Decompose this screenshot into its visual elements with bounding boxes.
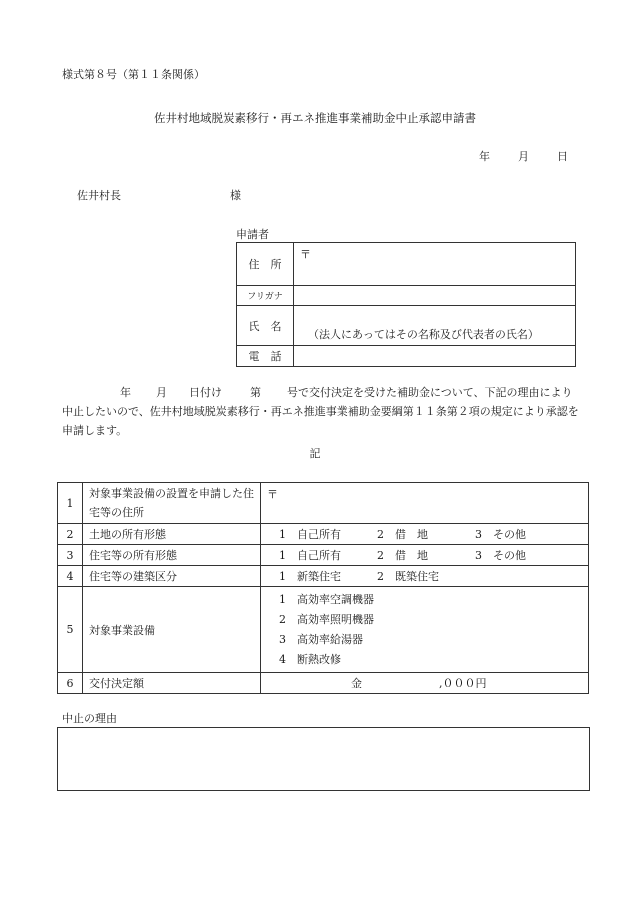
option[interactable]: 1 自己所有	[279, 549, 341, 562]
option[interactable]: 4 断熱改修	[279, 652, 341, 666]
row-number: 2	[58, 524, 83, 545]
grant-amount-field[interactable]	[261, 673, 589, 694]
reason-label: 中止の理由	[62, 712, 117, 725]
form-number: 様式第８号（第１１条関係）	[62, 68, 205, 81]
date-line	[451, 148, 568, 164]
body-month: 月	[156, 386, 167, 399]
name-field[interactable]	[294, 306, 576, 346]
document-title: 佐井村地域脱炭素移行・再エネ推進事業補助金中止承認申請書	[154, 111, 476, 125]
option[interactable]: 3 その他	[475, 549, 526, 562]
row-number: 3	[58, 545, 83, 566]
option[interactable]: 1 自己所有	[279, 528, 341, 541]
request-statement	[62, 383, 582, 440]
addressee: 佐井村長	[77, 189, 121, 202]
amount-suffix: ,０００円	[439, 677, 487, 690]
row-number: 6	[58, 673, 83, 694]
row-number: 5	[58, 587, 83, 673]
row-number: 1	[58, 483, 83, 524]
item-label: 住宅等の建築区分	[83, 566, 261, 587]
postal-mark: 〒	[300, 248, 311, 261]
honorific: 様	[230, 189, 241, 202]
body-dai: 第	[250, 386, 261, 399]
item-label: 土地の所有形態	[83, 524, 261, 545]
option[interactable]: 2 高効率照明機器	[279, 612, 374, 626]
item-label: 交付決定額	[83, 673, 261, 694]
building-category-options[interactable]	[261, 566, 589, 587]
option[interactable]: 3 高効率給湯器	[279, 632, 363, 646]
date-year: 年	[479, 150, 490, 163]
option[interactable]: 1 高効率空調機器	[279, 592, 374, 606]
land-ownership-options[interactable]	[261, 524, 589, 545]
address-field[interactable]	[294, 243, 576, 286]
body-year: 年	[120, 386, 131, 399]
item-label: 対象事業設備の設置を申請した住宅等の住所	[83, 483, 261, 524]
option[interactable]: 2 既築住宅	[377, 570, 439, 583]
residence-address-field[interactable]	[261, 483, 589, 524]
option[interactable]: 2 借 地	[377, 549, 428, 562]
item-label: 対象事業設備	[83, 587, 261, 673]
housing-ownership-options[interactable]	[261, 545, 589, 566]
applicant-heading: 申請者	[236, 228, 269, 241]
body-text: 号で交付決定を受けた補助金について、下記の理由により中止したいので、佐井村地域脱炭素移行・再エネ推進事業補助金要綱第１１条第２項の規定により承認を申請します。	[62, 386, 579, 437]
option[interactable]: 1 新築住宅	[279, 570, 341, 583]
phone-label: 電 話	[237, 346, 294, 367]
item-label: 住宅等の所有形態	[83, 545, 261, 566]
reason-field[interactable]	[57, 727, 590, 791]
name-label: 氏 名	[237, 306, 294, 346]
postal-mark: 〒	[267, 488, 278, 501]
option[interactable]: 3 その他	[475, 528, 526, 541]
row-number: 4	[58, 566, 83, 587]
date-day: 日	[557, 150, 568, 163]
details-table	[57, 482, 589, 694]
amount-prefix: 金	[351, 677, 362, 690]
date-month: 月	[518, 150, 529, 163]
option[interactable]: 2 借 地	[377, 528, 428, 541]
phone-field[interactable]	[294, 346, 576, 367]
ki-heading: 記	[309, 447, 321, 460]
body-day: 日付け	[189, 386, 222, 399]
name-note: （法人にあってはその名称及び代表者の氏名）	[308, 328, 539, 341]
equipment-options[interactable]	[261, 587, 589, 673]
furigana-label: フリガナ	[237, 286, 294, 306]
address-label: 住 所	[237, 243, 294, 286]
applicant-table	[236, 242, 576, 367]
furigana-field[interactable]	[294, 286, 576, 306]
